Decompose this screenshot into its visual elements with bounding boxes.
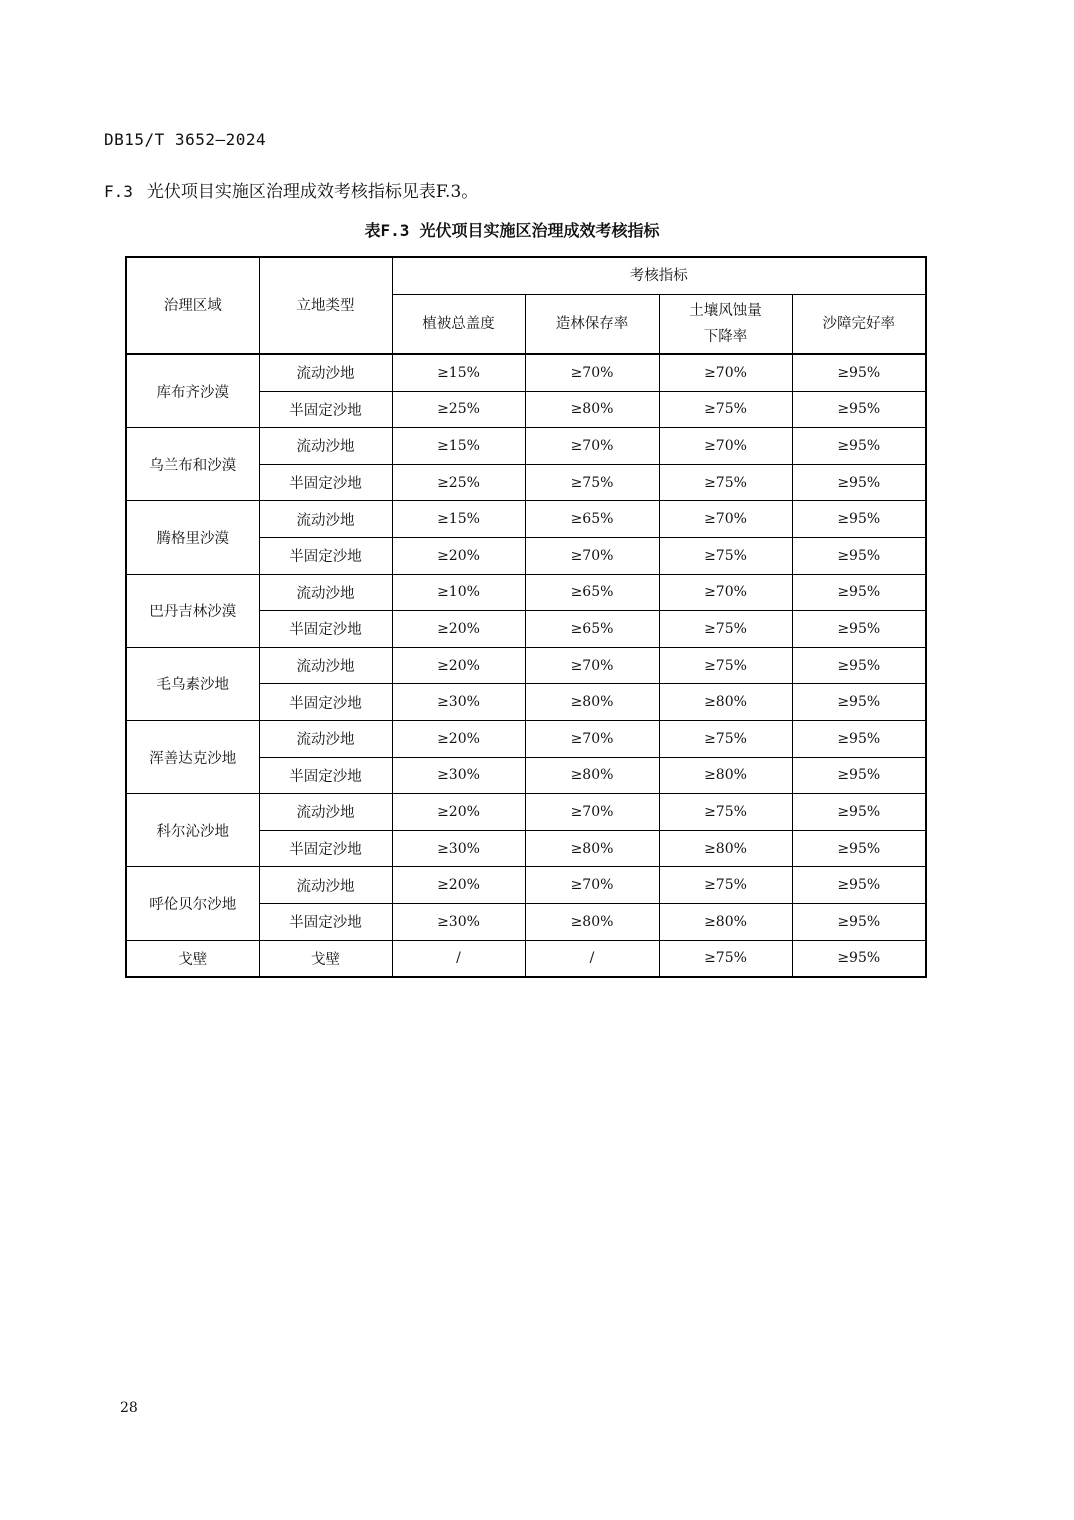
header-region: 治理区域 bbox=[126, 257, 259, 354]
sand-barrier-integrity-cell: ≥95% bbox=[792, 684, 926, 721]
sand-barrier-integrity-cell: ≥95% bbox=[792, 464, 926, 501]
table-title bbox=[0, 218, 1024, 241]
table-row bbox=[126, 867, 926, 904]
wind-erosion-reduction-cell: ≥70% bbox=[659, 574, 792, 611]
afforestation-survival-cell: ≥65% bbox=[525, 501, 659, 538]
wind-erosion-reduction-cell: ≥80% bbox=[659, 684, 792, 721]
wind-erosion-reduction-cell: ≥75% bbox=[659, 611, 792, 648]
wind-erosion-reduction-cell: ≥70% bbox=[659, 428, 792, 465]
table-number: 表F.3 bbox=[364, 221, 410, 240]
wind-erosion-reduction-cell: ≥70% bbox=[659, 354, 792, 391]
afforestation-survival-cell: ≥70% bbox=[525, 537, 659, 574]
sand-barrier-integrity-cell: ≥95% bbox=[792, 830, 926, 867]
afforestation-survival-cell: ≥70% bbox=[525, 867, 659, 904]
table-row bbox=[126, 574, 926, 611]
table-row bbox=[126, 647, 926, 684]
vegetation-cover-cell: ≥20% bbox=[392, 611, 525, 648]
region-name-cell: 库布齐沙漠 bbox=[126, 354, 259, 428]
wind-erosion-reduction-cell: ≥75% bbox=[659, 537, 792, 574]
vegetation-cover-cell: ≥20% bbox=[392, 794, 525, 831]
wind-erosion-reduction-cell: ≥75% bbox=[659, 647, 792, 684]
wind-erosion-reduction-cell: ≥75% bbox=[659, 720, 792, 757]
vegetation-cover-cell: ≥20% bbox=[392, 537, 525, 574]
wind-erosion-reduction-cell: ≥75% bbox=[659, 940, 792, 977]
header-wind-erosion-reduction bbox=[659, 295, 792, 355]
afforestation-survival-cell: ≥70% bbox=[525, 647, 659, 684]
site-type-cell: 流动沙地 bbox=[259, 501, 392, 538]
sand-barrier-integrity-cell: ≥95% bbox=[792, 720, 926, 757]
sand-barrier-integrity-cell: ≥95% bbox=[792, 501, 926, 538]
afforestation-survival-cell: ≥70% bbox=[525, 720, 659, 757]
region-name-cell: 浑善达克沙地 bbox=[126, 720, 259, 793]
afforestation-survival-cell: ≥75% bbox=[525, 464, 659, 501]
afforestation-survival-cell: ≥65% bbox=[525, 574, 659, 611]
vegetation-cover-cell: ≥10% bbox=[392, 574, 525, 611]
site-type-cell: 戈壁 bbox=[259, 940, 392, 977]
table-row bbox=[126, 501, 926, 538]
wind-erosion-reduction-cell: ≥80% bbox=[659, 830, 792, 867]
vegetation-cover-cell: ≥30% bbox=[392, 830, 525, 867]
header-afforestation-survival: 造林保存率 bbox=[525, 295, 659, 355]
table-row bbox=[126, 720, 926, 757]
wind-erosion-reduction-cell: ≥80% bbox=[659, 757, 792, 794]
site-type-cell: 半固定沙地 bbox=[259, 684, 392, 721]
afforestation-survival-cell: / bbox=[525, 940, 659, 977]
header-indicator-group: 考核指标 bbox=[392, 257, 926, 295]
afforestation-survival-cell: ≥80% bbox=[525, 830, 659, 867]
clause-paragraph bbox=[104, 177, 478, 202]
region-name-cell: 乌兰布和沙漠 bbox=[126, 428, 259, 501]
page-number: 28 bbox=[120, 1400, 138, 1416]
sand-barrier-integrity-cell: ≥95% bbox=[792, 537, 926, 574]
header-sand-barrier-integrity: 沙障完好率 bbox=[792, 295, 926, 355]
wind-erosion-reduction-cell: ≥75% bbox=[659, 867, 792, 904]
site-type-cell: 流动沙地 bbox=[259, 794, 392, 831]
header-wind-erosion-line2: 下降率 bbox=[703, 329, 748, 345]
wind-erosion-reduction-cell: ≥75% bbox=[659, 794, 792, 831]
vegetation-cover-cell: ≥25% bbox=[392, 391, 525, 428]
site-type-cell: 半固定沙地 bbox=[259, 537, 392, 574]
document-code: DB15/T 3652—2024 bbox=[104, 130, 267, 149]
header-site-type: 立地类型 bbox=[259, 257, 392, 354]
vegetation-cover-cell: ≥15% bbox=[392, 354, 525, 391]
vegetation-cover-cell: / bbox=[392, 940, 525, 977]
site-type-cell: 半固定沙地 bbox=[259, 611, 392, 648]
vegetation-cover-cell: ≥20% bbox=[392, 720, 525, 757]
site-type-cell: 流动沙地 bbox=[259, 354, 392, 391]
region-name-cell: 巴丹吉林沙漠 bbox=[126, 574, 259, 647]
table-row bbox=[126, 354, 926, 391]
sand-barrier-integrity-cell: ≥95% bbox=[792, 611, 926, 648]
afforestation-survival-cell: ≥70% bbox=[525, 794, 659, 831]
site-type-cell: 半固定沙地 bbox=[259, 830, 392, 867]
vegetation-cover-cell: ≥20% bbox=[392, 647, 525, 684]
table-title-text: 光伏项目实施区治理成效考核指标 bbox=[419, 221, 660, 240]
afforestation-survival-cell: ≥70% bbox=[525, 354, 659, 391]
table-row bbox=[126, 940, 926, 977]
afforestation-survival-cell: ≥80% bbox=[525, 684, 659, 721]
vegetation-cover-cell: ≥30% bbox=[392, 757, 525, 794]
site-type-cell: 流动沙地 bbox=[259, 647, 392, 684]
sand-barrier-integrity-cell: ≥95% bbox=[792, 867, 926, 904]
site-type-cell: 流动沙地 bbox=[259, 574, 392, 611]
sand-barrier-integrity-cell: ≥95% bbox=[792, 757, 926, 794]
afforestation-survival-cell: ≥80% bbox=[525, 903, 659, 940]
clause-number: F.3 bbox=[104, 182, 133, 201]
sand-barrier-integrity-cell: ≥95% bbox=[792, 354, 926, 391]
sand-barrier-integrity-cell: ≥95% bbox=[792, 428, 926, 465]
site-type-cell: 半固定沙地 bbox=[259, 391, 392, 428]
sand-barrier-integrity-cell: ≥95% bbox=[792, 391, 926, 428]
wind-erosion-reduction-cell: ≥80% bbox=[659, 903, 792, 940]
vegetation-cover-cell: ≥15% bbox=[392, 428, 525, 465]
sand-barrier-integrity-cell: ≥95% bbox=[792, 574, 926, 611]
afforestation-survival-cell: ≥80% bbox=[525, 391, 659, 428]
wind-erosion-reduction-cell: ≥75% bbox=[659, 391, 792, 428]
site-type-cell: 半固定沙地 bbox=[259, 464, 392, 501]
wind-erosion-reduction-cell: ≥75% bbox=[659, 464, 792, 501]
vegetation-cover-cell: ≥25% bbox=[392, 464, 525, 501]
vegetation-cover-cell: ≥30% bbox=[392, 684, 525, 721]
region-name-cell: 腾格里沙漠 bbox=[126, 501, 259, 574]
region-name-cell: 科尔沁沙地 bbox=[126, 794, 259, 867]
table-body bbox=[126, 354, 926, 977]
clause-text: 光伏项目实施区治理成效考核指标见表F.3。 bbox=[146, 182, 479, 202]
region-name-cell: 戈壁 bbox=[126, 940, 259, 977]
site-type-cell: 半固定沙地 bbox=[259, 903, 392, 940]
site-type-cell: 流动沙地 bbox=[259, 867, 392, 904]
site-type-cell: 半固定沙地 bbox=[259, 757, 392, 794]
sand-barrier-integrity-cell: ≥95% bbox=[792, 794, 926, 831]
vegetation-cover-cell: ≥30% bbox=[392, 903, 525, 940]
header-vegetation-cover: 植被总盖度 bbox=[392, 295, 525, 355]
region-name-cell: 呼伦贝尔沙地 bbox=[126, 867, 259, 940]
wind-erosion-reduction-cell: ≥70% bbox=[659, 501, 792, 538]
sand-barrier-integrity-cell: ≥95% bbox=[792, 940, 926, 977]
sand-barrier-integrity-cell: ≥95% bbox=[792, 647, 926, 684]
region-name-cell: 毛乌素沙地 bbox=[126, 647, 259, 720]
table-row bbox=[126, 428, 926, 465]
sand-barrier-integrity-cell: ≥95% bbox=[792, 903, 926, 940]
site-type-cell: 流动沙地 bbox=[259, 428, 392, 465]
afforestation-survival-cell: ≥70% bbox=[525, 428, 659, 465]
indicators-table bbox=[125, 256, 927, 978]
afforestation-survival-cell: ≥80% bbox=[525, 757, 659, 794]
vegetation-cover-cell: ≥20% bbox=[392, 867, 525, 904]
afforestation-survival-cell: ≥65% bbox=[525, 611, 659, 648]
table-row bbox=[126, 794, 926, 831]
site-type-cell: 流动沙地 bbox=[259, 720, 392, 757]
vegetation-cover-cell: ≥15% bbox=[392, 501, 525, 538]
header-wind-erosion-line1: 土壤风蚀量 bbox=[689, 303, 762, 319]
